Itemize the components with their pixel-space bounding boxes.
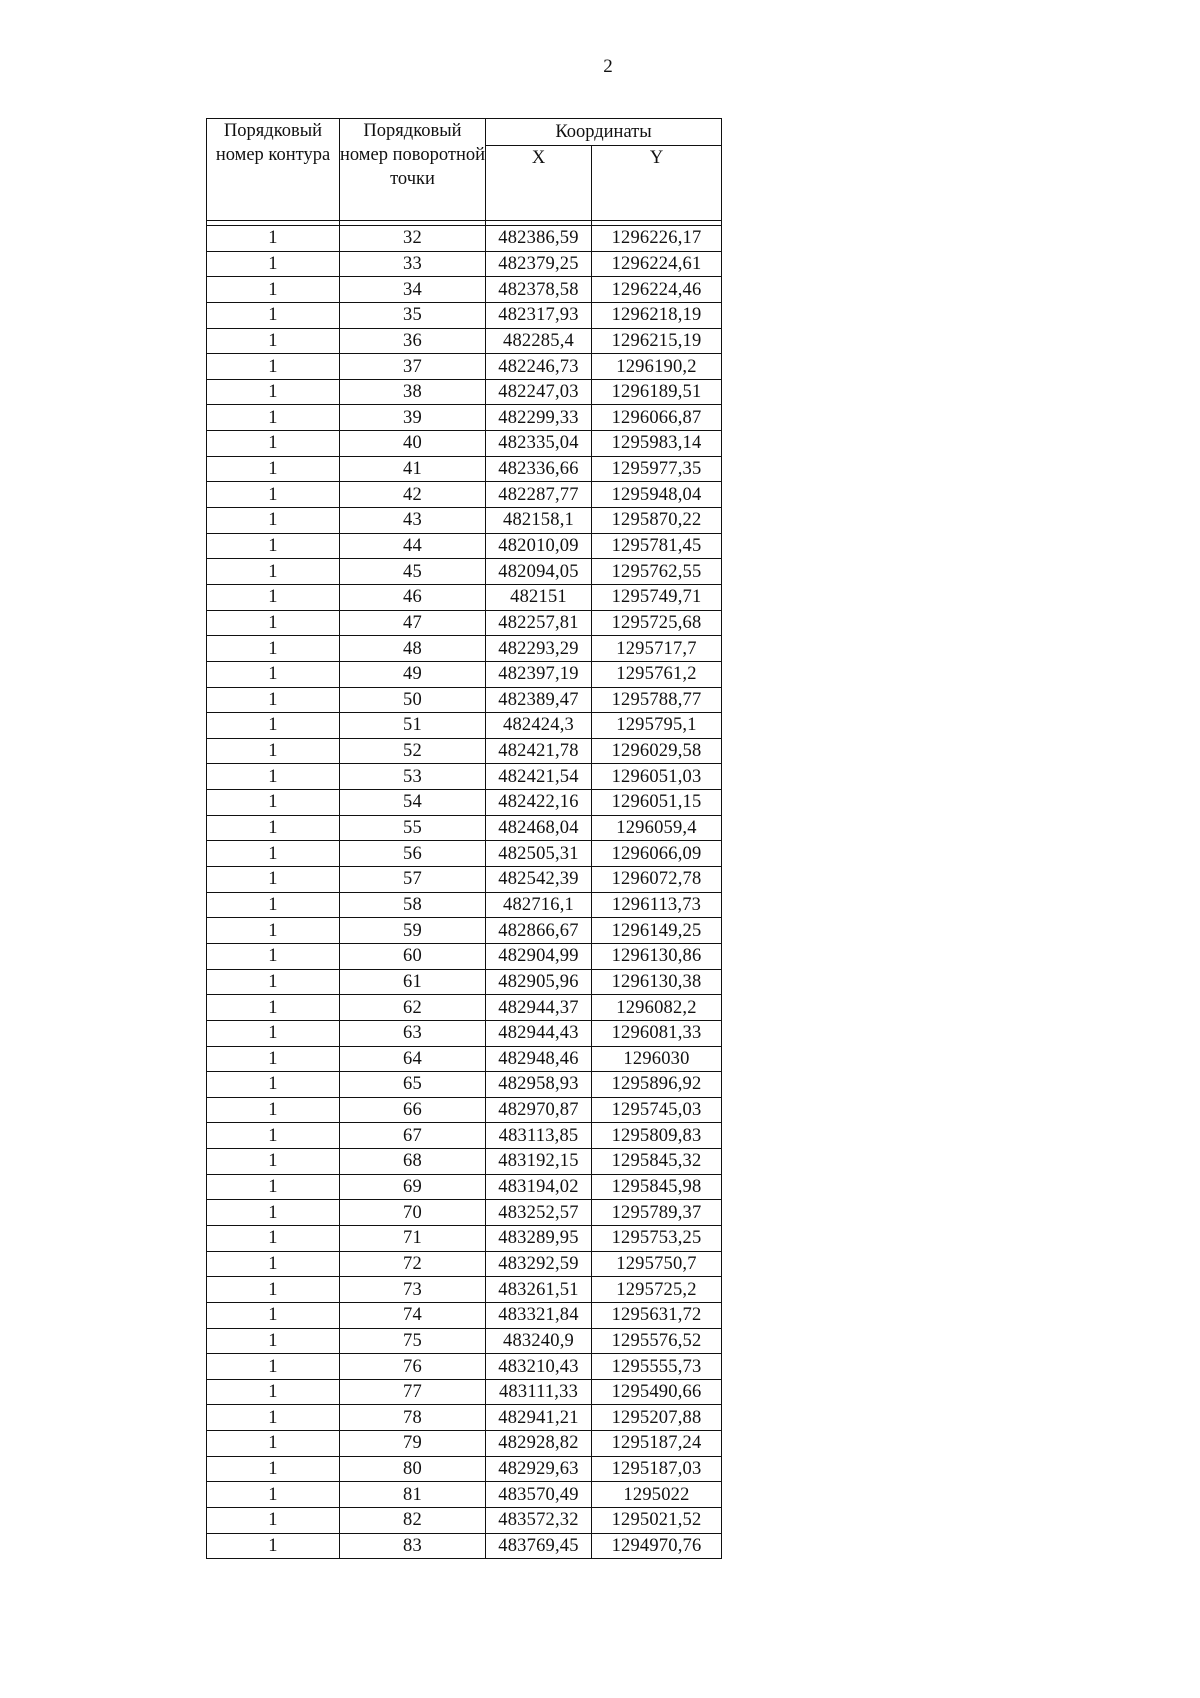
- point-number-cell: 44: [340, 533, 486, 559]
- point-number-cell: 64: [340, 1046, 486, 1072]
- table-row: [207, 610, 722, 636]
- contour-number-cell: 1: [207, 1097, 340, 1123]
- y-coordinate-cell: 1295845,98: [592, 1174, 722, 1200]
- y-coordinate-cell: 1296082,2: [592, 995, 722, 1021]
- page-number: 2: [603, 56, 613, 77]
- x-coordinate-cell: 482378,58: [486, 277, 592, 303]
- contour-number-cell: 1: [207, 841, 340, 867]
- x-coordinate-cell: 483572,32: [486, 1508, 592, 1534]
- point-number-cell: 40: [340, 431, 486, 457]
- table-row: [207, 867, 722, 893]
- y-coordinate-cell: 1296189,51: [592, 379, 722, 405]
- contour-number-cell: 1: [207, 1200, 340, 1226]
- table-row: [207, 943, 722, 969]
- x-coordinate-cell: 483570,49: [486, 1482, 592, 1508]
- table-row: [207, 661, 722, 687]
- table-row: [207, 713, 722, 739]
- contour-number-cell: 1: [207, 1046, 340, 1072]
- contour-number-cell: 1: [207, 995, 340, 1021]
- x-coordinate-cell: 482970,87: [486, 1097, 592, 1123]
- x-coordinate-cell: 482299,33: [486, 405, 592, 431]
- y-coordinate-cell: 1295795,1: [592, 713, 722, 739]
- x-coordinate-cell: 482386,59: [486, 226, 592, 252]
- y-coordinate-cell: 1296226,17: [592, 226, 722, 252]
- contour-number-cell: 1: [207, 1456, 340, 1482]
- y-coordinate-cell: 1295576,52: [592, 1328, 722, 1354]
- table-row: [207, 1072, 722, 1098]
- x-coordinate-cell: 482287,77: [486, 482, 592, 508]
- point-number-cell: 58: [340, 892, 486, 918]
- point-number-cell: 47: [340, 610, 486, 636]
- header-point-number: Порядковый номер поворотной точки: [340, 119, 486, 221]
- x-coordinate-cell: 482468,04: [486, 815, 592, 841]
- x-coordinate-cell: 482158,1: [486, 508, 592, 534]
- point-number-cell: 34: [340, 277, 486, 303]
- y-coordinate-cell: 1295789,37: [592, 1200, 722, 1226]
- point-number-cell: 81: [340, 1482, 486, 1508]
- table-row: [207, 431, 722, 457]
- x-coordinate-cell: 482421,78: [486, 738, 592, 764]
- point-number-cell: 82: [340, 1508, 486, 1534]
- point-number-cell: 73: [340, 1277, 486, 1303]
- table-row: [207, 1200, 722, 1226]
- x-coordinate-cell: 482948,46: [486, 1046, 592, 1072]
- y-coordinate-cell: 1295717,7: [592, 636, 722, 662]
- table-row: [207, 1456, 722, 1482]
- x-coordinate-cell: 482929,63: [486, 1456, 592, 1482]
- y-coordinate-cell: 1296149,25: [592, 918, 722, 944]
- y-coordinate-cell: 1295555,73: [592, 1354, 722, 1380]
- x-coordinate-cell: 483192,15: [486, 1149, 592, 1175]
- table-row: [207, 918, 722, 944]
- y-coordinate-cell: 1295845,32: [592, 1149, 722, 1175]
- point-number-cell: 66: [340, 1097, 486, 1123]
- contour-number-cell: 1: [207, 1251, 340, 1277]
- x-coordinate-cell: 482336,66: [486, 456, 592, 482]
- table-body: [207, 226, 722, 1559]
- y-coordinate-cell: 1296081,33: [592, 1020, 722, 1046]
- x-coordinate-cell: 483321,84: [486, 1302, 592, 1328]
- table-row: [207, 379, 722, 405]
- y-coordinate-cell: 1295749,71: [592, 584, 722, 610]
- y-coordinate-cell: 1296215,19: [592, 328, 722, 354]
- x-coordinate-cell: 482716,1: [486, 892, 592, 918]
- contour-number-cell: 1: [207, 943, 340, 969]
- x-coordinate-cell: 482866,67: [486, 918, 592, 944]
- point-number-cell: 69: [340, 1174, 486, 1200]
- table-row: [207, 687, 722, 713]
- contour-number-cell: 1: [207, 405, 340, 431]
- point-number-cell: 80: [340, 1456, 486, 1482]
- x-coordinate-cell: 482246,73: [486, 354, 592, 380]
- contour-number-cell: 1: [207, 1174, 340, 1200]
- header-contour-number: Порядковый номер контура: [207, 119, 340, 221]
- y-coordinate-cell: 1295725,2: [592, 1277, 722, 1303]
- contour-number-cell: 1: [207, 302, 340, 328]
- table-row: [207, 584, 722, 610]
- table-row: [207, 456, 722, 482]
- point-number-cell: 55: [340, 815, 486, 841]
- table-row: [207, 1149, 722, 1175]
- table-row: [207, 1482, 722, 1508]
- y-coordinate-cell: 1295021,52: [592, 1508, 722, 1534]
- table-row: [207, 790, 722, 816]
- y-coordinate-cell: 1296130,86: [592, 943, 722, 969]
- y-coordinate-cell: 1296066,87: [592, 405, 722, 431]
- point-number-cell: 39: [340, 405, 486, 431]
- contour-number-cell: 1: [207, 508, 340, 534]
- contour-number-cell: 1: [207, 610, 340, 636]
- y-coordinate-cell: 1296059,4: [592, 815, 722, 841]
- table-row: [207, 815, 722, 841]
- table-row: [207, 302, 722, 328]
- point-number-cell: 62: [340, 995, 486, 1021]
- table-row: [207, 738, 722, 764]
- y-coordinate-cell: 1296029,58: [592, 738, 722, 764]
- x-coordinate-cell: 483292,59: [486, 1251, 592, 1277]
- x-coordinate-cell: 483194,02: [486, 1174, 592, 1200]
- coordinates-table: [206, 118, 722, 1559]
- table-row: [207, 1020, 722, 1046]
- y-coordinate-cell: 1295809,83: [592, 1123, 722, 1149]
- point-number-cell: 52: [340, 738, 486, 764]
- point-number-cell: 36: [340, 328, 486, 354]
- table-row: [207, 508, 722, 534]
- table-row: [207, 1431, 722, 1457]
- table-row: [207, 1123, 722, 1149]
- x-coordinate-cell: 482285,4: [486, 328, 592, 354]
- contour-number-cell: 1: [207, 867, 340, 893]
- table-row: [207, 892, 722, 918]
- contour-number-cell: 1: [207, 892, 340, 918]
- x-coordinate-cell: 482335,04: [486, 431, 592, 457]
- x-coordinate-cell: 483289,95: [486, 1225, 592, 1251]
- table-row: [207, 1533, 722, 1559]
- y-coordinate-cell: 1295745,03: [592, 1097, 722, 1123]
- y-coordinate-cell: 1295761,2: [592, 661, 722, 687]
- table-row: [207, 405, 722, 431]
- point-number-cell: 56: [340, 841, 486, 867]
- point-number-cell: 33: [340, 251, 486, 277]
- table-row: [207, 1046, 722, 1072]
- header-y: Y: [592, 146, 722, 221]
- table-row: [207, 1405, 722, 1431]
- contour-number-cell: 1: [207, 328, 340, 354]
- point-number-cell: 57: [340, 867, 486, 893]
- y-coordinate-cell: 1296190,2: [592, 354, 722, 380]
- y-coordinate-cell: 1295977,35: [592, 456, 722, 482]
- x-coordinate-cell: 483210,43: [486, 1354, 592, 1380]
- y-coordinate-cell: 1295896,92: [592, 1072, 722, 1098]
- point-number-cell: 59: [340, 918, 486, 944]
- table-row: [207, 1277, 722, 1303]
- y-coordinate-cell: 1295788,77: [592, 687, 722, 713]
- y-coordinate-cell: 1295870,22: [592, 508, 722, 534]
- contour-number-cell: 1: [207, 1302, 340, 1328]
- point-number-cell: 45: [340, 559, 486, 585]
- point-number-cell: 50: [340, 687, 486, 713]
- y-coordinate-cell: 1296218,19: [592, 302, 722, 328]
- x-coordinate-cell: 482421,54: [486, 764, 592, 790]
- contour-number-cell: 1: [207, 815, 340, 841]
- y-coordinate-cell: 1296051,03: [592, 764, 722, 790]
- x-coordinate-cell: 483769,45: [486, 1533, 592, 1559]
- x-coordinate-cell: 482257,81: [486, 610, 592, 636]
- x-coordinate-cell: 483252,57: [486, 1200, 592, 1226]
- y-coordinate-cell: 1296224,46: [592, 277, 722, 303]
- table-row: [207, 482, 722, 508]
- point-number-cell: 49: [340, 661, 486, 687]
- point-number-cell: 75: [340, 1328, 486, 1354]
- contour-number-cell: 1: [207, 1072, 340, 1098]
- table-row: [207, 969, 722, 995]
- contour-number-cell: 1: [207, 1508, 340, 1534]
- y-coordinate-cell: 1295762,55: [592, 559, 722, 585]
- point-number-cell: 35: [340, 302, 486, 328]
- y-coordinate-cell: 1295631,72: [592, 1302, 722, 1328]
- y-coordinate-cell: 1295207,88: [592, 1405, 722, 1431]
- contour-number-cell: 1: [207, 738, 340, 764]
- table-row: [207, 1508, 722, 1534]
- contour-number-cell: 1: [207, 918, 340, 944]
- x-coordinate-cell: 482505,31: [486, 841, 592, 867]
- x-coordinate-cell: 482941,21: [486, 1405, 592, 1431]
- contour-number-cell: 1: [207, 636, 340, 662]
- point-number-cell: 54: [340, 790, 486, 816]
- contour-number-cell: 1: [207, 379, 340, 405]
- table-row: [207, 354, 722, 380]
- point-number-cell: 67: [340, 1123, 486, 1149]
- x-coordinate-cell: 482542,39: [486, 867, 592, 893]
- point-number-cell: 53: [340, 764, 486, 790]
- x-coordinate-cell: 482389,47: [486, 687, 592, 713]
- contour-number-cell: 1: [207, 713, 340, 739]
- y-coordinate-cell: 1296130,38: [592, 969, 722, 995]
- x-coordinate-cell: 482379,25: [486, 251, 592, 277]
- table-row: [207, 1354, 722, 1380]
- contour-number-cell: 1: [207, 1225, 340, 1251]
- point-number-cell: 83: [340, 1533, 486, 1559]
- point-number-cell: 46: [340, 584, 486, 610]
- point-number-cell: 38: [340, 379, 486, 405]
- header-coordinates: Координаты: [486, 119, 722, 146]
- y-coordinate-cell: 1295490,66: [592, 1379, 722, 1405]
- x-coordinate-cell: 482905,96: [486, 969, 592, 995]
- x-coordinate-cell: 482424,3: [486, 713, 592, 739]
- contour-number-cell: 1: [207, 431, 340, 457]
- x-coordinate-cell: 482094,05: [486, 559, 592, 585]
- y-coordinate-cell: 1295725,68: [592, 610, 722, 636]
- x-coordinate-cell: 482944,43: [486, 1020, 592, 1046]
- contour-number-cell: 1: [207, 1354, 340, 1380]
- y-coordinate-cell: 1295750,7: [592, 1251, 722, 1277]
- table-header: [207, 119, 722, 226]
- point-number-cell: 42: [340, 482, 486, 508]
- contour-number-cell: 1: [207, 1405, 340, 1431]
- contour-number-cell: 1: [207, 533, 340, 559]
- contour-number-cell: 1: [207, 456, 340, 482]
- point-number-cell: 77: [340, 1379, 486, 1405]
- table-row: [207, 1097, 722, 1123]
- contour-number-cell: 1: [207, 1379, 340, 1405]
- table-row: [207, 1328, 722, 1354]
- point-number-cell: 37: [340, 354, 486, 380]
- y-coordinate-cell: 1296030: [592, 1046, 722, 1072]
- x-coordinate-cell: 483111,33: [486, 1379, 592, 1405]
- y-coordinate-cell: 1295753,25: [592, 1225, 722, 1251]
- table-row: [207, 328, 722, 354]
- y-coordinate-cell: 1294970,76: [592, 1533, 722, 1559]
- table-row: [207, 226, 722, 252]
- point-number-cell: 76: [340, 1354, 486, 1380]
- y-coordinate-cell: 1295781,45: [592, 533, 722, 559]
- contour-number-cell: 1: [207, 1149, 340, 1175]
- point-number-cell: 78: [340, 1405, 486, 1431]
- x-coordinate-cell: 482151: [486, 584, 592, 610]
- table-row: [207, 1379, 722, 1405]
- point-number-cell: 43: [340, 508, 486, 534]
- y-coordinate-cell: 1296066,09: [592, 841, 722, 867]
- contour-number-cell: 1: [207, 277, 340, 303]
- x-coordinate-cell: 483261,51: [486, 1277, 592, 1303]
- y-coordinate-cell: 1295187,03: [592, 1456, 722, 1482]
- x-coordinate-cell: 482944,37: [486, 995, 592, 1021]
- x-coordinate-cell: 482010,09: [486, 533, 592, 559]
- table-row: [207, 251, 722, 277]
- x-coordinate-cell: 482317,93: [486, 302, 592, 328]
- x-coordinate-cell: 483113,85: [486, 1123, 592, 1149]
- table-row: [207, 533, 722, 559]
- x-coordinate-cell: 482247,03: [486, 379, 592, 405]
- point-number-cell: 72: [340, 1251, 486, 1277]
- y-coordinate-cell: 1296224,61: [592, 251, 722, 277]
- y-coordinate-cell: 1296113,73: [592, 892, 722, 918]
- table-row: [207, 277, 722, 303]
- point-number-cell: 51: [340, 713, 486, 739]
- x-coordinate-cell: 482904,99: [486, 943, 592, 969]
- table-row: [207, 995, 722, 1021]
- x-coordinate-cell: 482422,16: [486, 790, 592, 816]
- contour-number-cell: 1: [207, 1533, 340, 1559]
- y-coordinate-cell: 1295948,04: [592, 482, 722, 508]
- point-number-cell: 60: [340, 943, 486, 969]
- contour-number-cell: 1: [207, 1482, 340, 1508]
- table-row: [207, 1251, 722, 1277]
- point-number-cell: 71: [340, 1225, 486, 1251]
- x-coordinate-cell: 482397,19: [486, 661, 592, 687]
- point-number-cell: 63: [340, 1020, 486, 1046]
- x-coordinate-cell: 482958,93: [486, 1072, 592, 1098]
- table-row: [207, 764, 722, 790]
- table-row: [207, 636, 722, 662]
- table-row: [207, 1225, 722, 1251]
- table-row: [207, 1174, 722, 1200]
- point-number-cell: 79: [340, 1431, 486, 1457]
- contour-number-cell: 1: [207, 482, 340, 508]
- contour-number-cell: 1: [207, 764, 340, 790]
- y-coordinate-cell: 1295983,14: [592, 431, 722, 457]
- contour-number-cell: 1: [207, 969, 340, 995]
- point-number-cell: 74: [340, 1302, 486, 1328]
- point-number-cell: 32: [340, 226, 486, 252]
- point-number-cell: 48: [340, 636, 486, 662]
- contour-number-cell: 1: [207, 1277, 340, 1303]
- point-number-cell: 61: [340, 969, 486, 995]
- x-coordinate-cell: 482293,29: [486, 636, 592, 662]
- y-coordinate-cell: 1295022: [592, 1482, 722, 1508]
- contour-number-cell: 1: [207, 661, 340, 687]
- y-coordinate-cell: 1296051,15: [592, 790, 722, 816]
- y-coordinate-cell: 1296072,78: [592, 867, 722, 893]
- point-number-cell: 70: [340, 1200, 486, 1226]
- point-number-cell: 68: [340, 1149, 486, 1175]
- x-coordinate-cell: 483240,9: [486, 1328, 592, 1354]
- contour-number-cell: 1: [207, 1020, 340, 1046]
- point-number-cell: 65: [340, 1072, 486, 1098]
- table-row: [207, 1302, 722, 1328]
- contour-number-cell: 1: [207, 226, 340, 252]
- contour-number-cell: 1: [207, 1123, 340, 1149]
- contour-number-cell: 1: [207, 1328, 340, 1354]
- x-coordinate-cell: 482928,82: [486, 1431, 592, 1457]
- contour-number-cell: 1: [207, 559, 340, 585]
- y-coordinate-cell: 1295187,24: [592, 1431, 722, 1457]
- contour-number-cell: 1: [207, 251, 340, 277]
- table-row: [207, 559, 722, 585]
- point-number-cell: 41: [340, 456, 486, 482]
- table-row: [207, 841, 722, 867]
- contour-number-cell: 1: [207, 790, 340, 816]
- header-x: X: [486, 146, 592, 221]
- contour-number-cell: 1: [207, 354, 340, 380]
- contour-number-cell: 1: [207, 584, 340, 610]
- contour-number-cell: 1: [207, 687, 340, 713]
- contour-number-cell: 1: [207, 1431, 340, 1457]
